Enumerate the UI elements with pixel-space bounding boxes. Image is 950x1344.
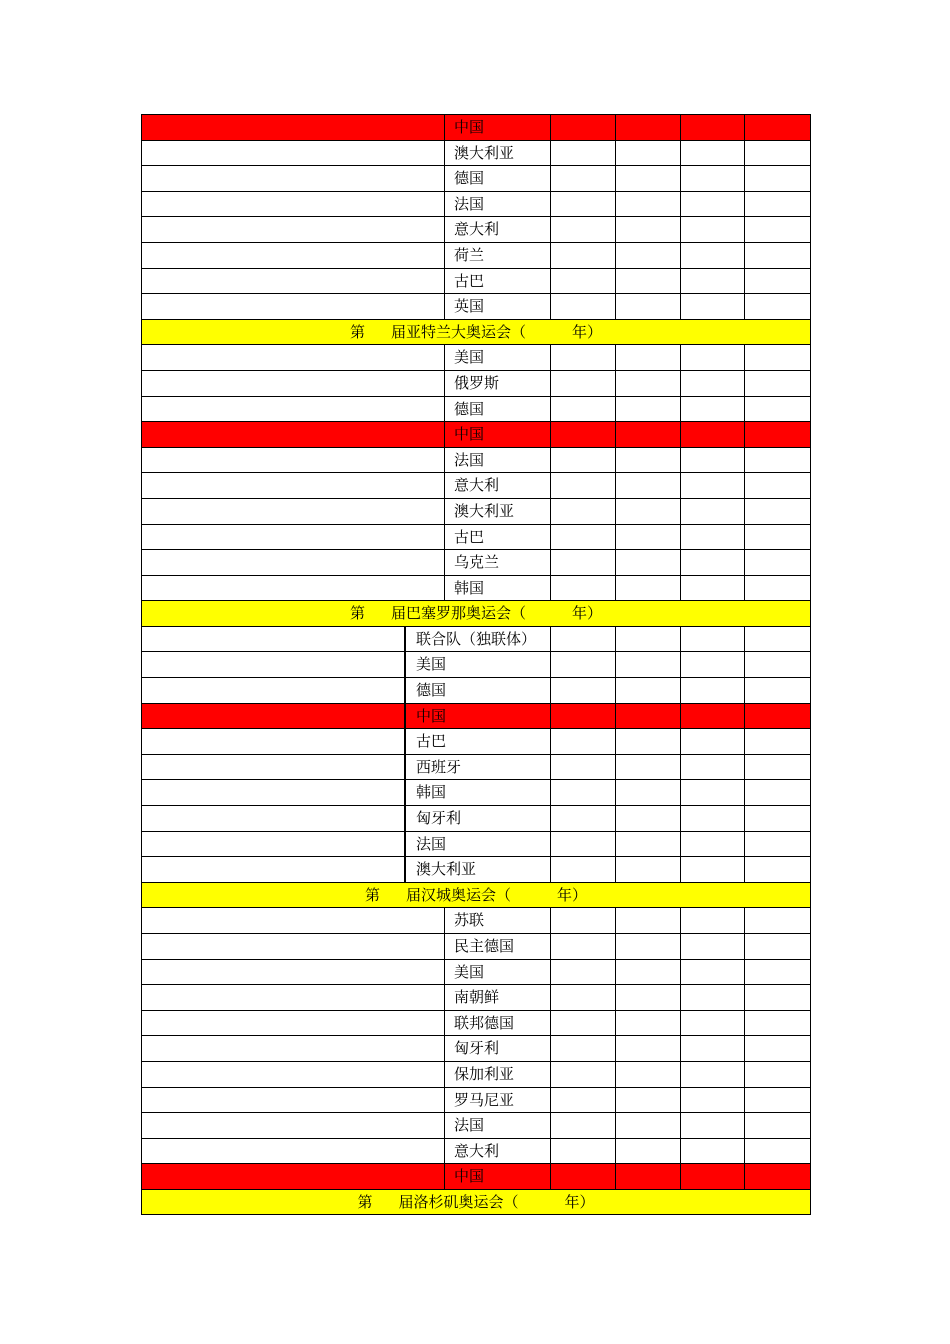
country-cell: 西班牙 <box>404 755 550 780</box>
gold-cell <box>550 806 615 831</box>
country-cell: 保加利亚 <box>444 1062 550 1087</box>
rank-cell <box>142 422 444 447</box>
rank-cell <box>142 269 444 294</box>
total-cell <box>744 1011 810 1036</box>
gold-cell <box>550 755 615 780</box>
rank-cell <box>142 755 404 780</box>
rank-cell <box>142 499 444 524</box>
gold-cell <box>550 448 615 473</box>
total-cell <box>744 499 810 524</box>
gold-cell <box>550 371 615 396</box>
rank-cell <box>142 704 404 729</box>
gold-cell <box>550 652 615 677</box>
silver-cell <box>615 294 680 319</box>
rank-cell <box>142 192 444 217</box>
rank-cell <box>142 806 404 831</box>
silver-cell <box>615 115 680 140</box>
table-row <box>142 216 810 242</box>
silver-cell <box>615 1113 680 1138</box>
title-name: 届亚特兰大奥运会（ <box>390 322 526 341</box>
country-cell: 法国 <box>444 192 550 217</box>
table-row <box>142 728 810 754</box>
gold-cell <box>550 857 615 882</box>
total-cell <box>744 243 810 268</box>
silver-cell <box>615 397 680 422</box>
bronze-cell <box>680 1113 744 1138</box>
rank-cell <box>142 115 444 140</box>
table-row <box>142 984 810 1010</box>
silver-cell <box>615 550 680 575</box>
rank-cell <box>142 1088 444 1113</box>
section-title <box>142 1190 810 1214</box>
gold-cell <box>550 1139 615 1164</box>
silver-cell <box>615 473 680 498</box>
silver-cell <box>615 857 680 882</box>
gold-cell <box>550 269 615 294</box>
section-header-row <box>142 600 810 626</box>
table-row <box>142 370 810 396</box>
table-row <box>142 396 810 422</box>
gold-cell <box>550 576 615 601</box>
silver-cell <box>615 499 680 524</box>
table-row-highlight <box>142 421 810 447</box>
rank-cell <box>142 217 444 242</box>
silver-cell <box>615 934 680 959</box>
table-row <box>142 1061 810 1087</box>
gold-cell <box>550 422 615 447</box>
title-prefix: 第 <box>364 885 380 904</box>
country-cell: 德国 <box>444 397 550 422</box>
total-cell <box>744 934 810 959</box>
section-header-row <box>142 882 810 908</box>
country-cell: 中国 <box>404 704 550 729</box>
bronze-cell <box>680 729 744 754</box>
silver-cell <box>615 371 680 396</box>
bronze-cell <box>680 422 744 447</box>
gold-cell <box>550 1088 615 1113</box>
bronze-cell <box>680 678 744 703</box>
silver-cell <box>615 780 680 805</box>
silver-cell <box>615 832 680 857</box>
rank-cell <box>142 652 404 677</box>
gold-cell <box>550 217 615 242</box>
bronze-cell <box>680 371 744 396</box>
silver-cell <box>615 627 680 652</box>
country-cell: 中国 <box>444 1164 550 1189</box>
bronze-cell <box>680 576 744 601</box>
table-row <box>142 1010 810 1036</box>
rank-cell <box>142 345 444 370</box>
country-cell: 苏联 <box>444 908 550 933</box>
bronze-cell <box>680 704 744 729</box>
country-cell: 法国 <box>444 1113 550 1138</box>
table-row <box>142 242 810 268</box>
gold-cell <box>550 115 615 140</box>
total-cell <box>744 550 810 575</box>
title-name: 届巴塞罗那奥运会（ <box>390 604 526 623</box>
bronze-cell <box>680 857 744 882</box>
bronze-cell <box>680 115 744 140</box>
total-cell <box>744 960 810 985</box>
bronze-cell <box>680 985 744 1010</box>
rank-cell <box>142 1113 444 1138</box>
table-row <box>142 1112 810 1138</box>
rank-cell <box>142 627 404 652</box>
title-suffix: 年） <box>557 885 588 904</box>
total-cell <box>744 1088 810 1113</box>
gold-cell <box>550 141 615 166</box>
silver-cell <box>615 141 680 166</box>
gold-cell <box>550 780 615 805</box>
table-row <box>142 933 810 959</box>
silver-cell <box>615 652 680 677</box>
table-row <box>142 293 810 319</box>
bronze-cell <box>680 499 744 524</box>
country-cell: 德国 <box>404 678 550 703</box>
bronze-cell <box>680 652 744 677</box>
table-row <box>142 447 810 473</box>
total-cell <box>744 1036 810 1061</box>
country-cell: 意大利 <box>444 217 550 242</box>
country-cell: 法国 <box>444 448 550 473</box>
rank-cell <box>142 678 404 703</box>
table-row <box>142 140 810 166</box>
country-cell: 匈牙利 <box>444 1036 550 1061</box>
table-row <box>142 1138 810 1164</box>
country-cell: 澳大利亚 <box>444 499 550 524</box>
total-cell <box>744 294 810 319</box>
silver-cell <box>615 908 680 933</box>
silver-cell <box>615 729 680 754</box>
total-cell <box>744 217 810 242</box>
bronze-cell <box>680 550 744 575</box>
rank-cell <box>142 141 444 166</box>
total-cell <box>744 1062 810 1087</box>
rank-cell <box>142 397 444 422</box>
bronze-cell <box>680 1088 744 1113</box>
table-row <box>142 805 810 831</box>
title-suffix: 年） <box>564 1192 595 1211</box>
gold-cell <box>550 550 615 575</box>
bronze-cell <box>680 806 744 831</box>
bronze-cell <box>680 269 744 294</box>
table-row <box>142 677 810 703</box>
rank-cell <box>142 371 444 396</box>
bronze-cell <box>680 397 744 422</box>
bronze-cell <box>680 345 744 370</box>
silver-cell <box>615 678 680 703</box>
table-row <box>142 575 810 601</box>
bronze-cell <box>680 243 744 268</box>
country-cell: 韩国 <box>444 576 550 601</box>
gold-cell <box>550 985 615 1010</box>
total-cell <box>744 269 810 294</box>
country-cell: 美国 <box>444 345 550 370</box>
silver-cell <box>615 448 680 473</box>
bronze-cell <box>680 141 744 166</box>
gold-cell <box>550 960 615 985</box>
gold-cell <box>550 627 615 652</box>
silver-cell <box>615 755 680 780</box>
silver-cell <box>615 1139 680 1164</box>
silver-cell <box>615 525 680 550</box>
country-cell: 中国 <box>444 422 550 447</box>
country-cell: 古巴 <box>444 269 550 294</box>
title-prefix: 第 <box>349 322 365 341</box>
gold-cell <box>550 397 615 422</box>
gold-cell <box>550 832 615 857</box>
bronze-cell <box>680 1011 744 1036</box>
table-row <box>142 651 810 677</box>
rank-cell <box>142 832 404 857</box>
table-row <box>142 165 810 191</box>
gold-cell <box>550 294 615 319</box>
country-cell: 意大利 <box>444 473 550 498</box>
table-row <box>142 498 810 524</box>
gold-cell <box>550 934 615 959</box>
gold-cell <box>550 729 615 754</box>
bronze-cell <box>680 627 744 652</box>
rank-cell <box>142 576 444 601</box>
silver-cell <box>615 1164 680 1189</box>
section-title <box>142 883 810 908</box>
gold-cell <box>550 525 615 550</box>
country-cell: 德国 <box>444 166 550 191</box>
silver-cell <box>615 166 680 191</box>
silver-cell <box>615 269 680 294</box>
rank-cell <box>142 985 444 1010</box>
bronze-cell <box>680 780 744 805</box>
total-cell <box>744 473 810 498</box>
silver-cell <box>615 217 680 242</box>
title-prefix: 第 <box>357 1192 373 1211</box>
total-cell <box>744 115 810 140</box>
silver-cell <box>615 345 680 370</box>
total-cell <box>744 345 810 370</box>
table-row <box>142 344 810 370</box>
bronze-cell <box>680 448 744 473</box>
title-prefix: 第 <box>349 604 365 623</box>
country-cell: 美国 <box>444 960 550 985</box>
country-cell: 俄罗斯 <box>444 371 550 396</box>
rank-cell <box>142 550 444 575</box>
table-row <box>142 549 810 575</box>
bronze-cell <box>680 908 744 933</box>
bronze-cell <box>680 960 744 985</box>
title-name: 届汉城奥运会（ <box>405 885 511 904</box>
bronze-cell <box>680 1164 744 1189</box>
rank-cell <box>142 857 404 882</box>
medal-table <box>141 114 811 1215</box>
country-cell: 澳大利亚 <box>404 857 550 882</box>
total-cell <box>744 729 810 754</box>
silver-cell <box>615 1011 680 1036</box>
country-cell: 意大利 <box>444 1139 550 1164</box>
country-cell: 英国 <box>444 294 550 319</box>
silver-cell <box>615 1088 680 1113</box>
table-row <box>142 524 810 550</box>
total-cell <box>744 422 810 447</box>
total-cell <box>744 985 810 1010</box>
table-row-highlight <box>142 114 810 140</box>
table-row <box>142 754 810 780</box>
rank-cell <box>142 525 444 550</box>
silver-cell <box>615 1062 680 1087</box>
section-title <box>142 601 810 626</box>
gold-cell <box>550 908 615 933</box>
rank-cell <box>142 729 404 754</box>
total-cell <box>744 704 810 729</box>
country-cell: 联邦德国 <box>444 1011 550 1036</box>
bronze-cell <box>680 294 744 319</box>
total-cell <box>744 397 810 422</box>
rank-cell <box>142 1036 444 1061</box>
silver-cell <box>615 576 680 601</box>
bronze-cell <box>680 525 744 550</box>
rank-cell <box>142 448 444 473</box>
country-cell: 中国 <box>444 115 550 140</box>
rank-cell <box>142 1139 444 1164</box>
silver-cell <box>615 960 680 985</box>
total-cell <box>744 678 810 703</box>
rank-cell <box>142 1062 444 1087</box>
gold-cell <box>550 473 615 498</box>
total-cell <box>744 141 810 166</box>
total-cell <box>744 627 810 652</box>
silver-cell <box>615 1036 680 1061</box>
total-cell <box>744 166 810 191</box>
bronze-cell <box>680 166 744 191</box>
table-row <box>142 856 810 882</box>
total-cell <box>744 755 810 780</box>
country-cell: 乌克兰 <box>444 550 550 575</box>
country-cell: 古巴 <box>444 525 550 550</box>
silver-cell <box>615 704 680 729</box>
rank-cell <box>142 934 444 959</box>
rank-cell <box>142 473 444 498</box>
bronze-cell <box>680 1036 744 1061</box>
silver-cell <box>615 192 680 217</box>
country-cell: 澳大利亚 <box>444 141 550 166</box>
gold-cell <box>550 1164 615 1189</box>
title-suffix: 年） <box>572 604 603 623</box>
total-cell <box>744 832 810 857</box>
bronze-cell <box>680 755 744 780</box>
table-row-highlight <box>142 1163 810 1189</box>
country-cell: 南朝鲜 <box>444 985 550 1010</box>
country-cell: 民主德国 <box>444 934 550 959</box>
rank-cell <box>142 166 444 191</box>
country-cell: 罗马尼亚 <box>444 1088 550 1113</box>
section-header-row <box>142 1189 810 1215</box>
silver-cell <box>615 806 680 831</box>
table-row <box>142 191 810 217</box>
total-cell <box>744 192 810 217</box>
title-name: 届洛杉矶奥运会（ <box>398 1192 519 1211</box>
table-row <box>142 268 810 294</box>
rank-cell <box>142 1164 444 1189</box>
total-cell <box>744 652 810 677</box>
silver-cell <box>615 985 680 1010</box>
country-cell: 韩国 <box>404 780 550 805</box>
silver-cell <box>615 422 680 447</box>
gold-cell <box>550 499 615 524</box>
bronze-cell <box>680 1139 744 1164</box>
total-cell <box>744 1113 810 1138</box>
gold-cell <box>550 678 615 703</box>
country-cell: 古巴 <box>404 729 550 754</box>
gold-cell <box>550 192 615 217</box>
section-title <box>142 320 810 345</box>
table-row <box>142 779 810 805</box>
table-row-highlight <box>142 703 810 729</box>
bronze-cell <box>680 217 744 242</box>
total-cell <box>744 1139 810 1164</box>
country-cell: 联合队（独联体） <box>404 627 550 652</box>
table-row <box>142 907 810 933</box>
rank-cell <box>142 960 444 985</box>
silver-cell <box>615 243 680 268</box>
rank-cell <box>142 1011 444 1036</box>
gold-cell <box>550 345 615 370</box>
table-row <box>142 626 810 652</box>
country-cell: 美国 <box>404 652 550 677</box>
total-cell <box>744 908 810 933</box>
rank-cell <box>142 294 444 319</box>
bronze-cell <box>680 473 744 498</box>
rank-cell <box>142 780 404 805</box>
table-row <box>142 1087 810 1113</box>
table-row <box>142 959 810 985</box>
table-row <box>142 831 810 857</box>
gold-cell <box>550 704 615 729</box>
bronze-cell <box>680 1062 744 1087</box>
total-cell <box>744 448 810 473</box>
total-cell <box>744 857 810 882</box>
table-row <box>142 472 810 498</box>
title-suffix: 年） <box>572 322 603 341</box>
rank-cell <box>142 243 444 268</box>
gold-cell <box>550 243 615 268</box>
bronze-cell <box>680 934 744 959</box>
gold-cell <box>550 1062 615 1087</box>
total-cell <box>744 780 810 805</box>
bronze-cell <box>680 832 744 857</box>
country-cell: 荷兰 <box>444 243 550 268</box>
gold-cell <box>550 1011 615 1036</box>
total-cell <box>744 1164 810 1189</box>
total-cell <box>744 371 810 396</box>
gold-cell <box>550 166 615 191</box>
gold-cell <box>550 1036 615 1061</box>
country-cell: 法国 <box>404 832 550 857</box>
country-cell: 匈牙利 <box>404 806 550 831</box>
table-row <box>142 1035 810 1061</box>
total-cell <box>744 806 810 831</box>
section-header-row <box>142 319 810 345</box>
bronze-cell <box>680 192 744 217</box>
total-cell <box>744 525 810 550</box>
total-cell <box>744 576 810 601</box>
rank-cell <box>142 908 444 933</box>
gold-cell <box>550 1113 615 1138</box>
